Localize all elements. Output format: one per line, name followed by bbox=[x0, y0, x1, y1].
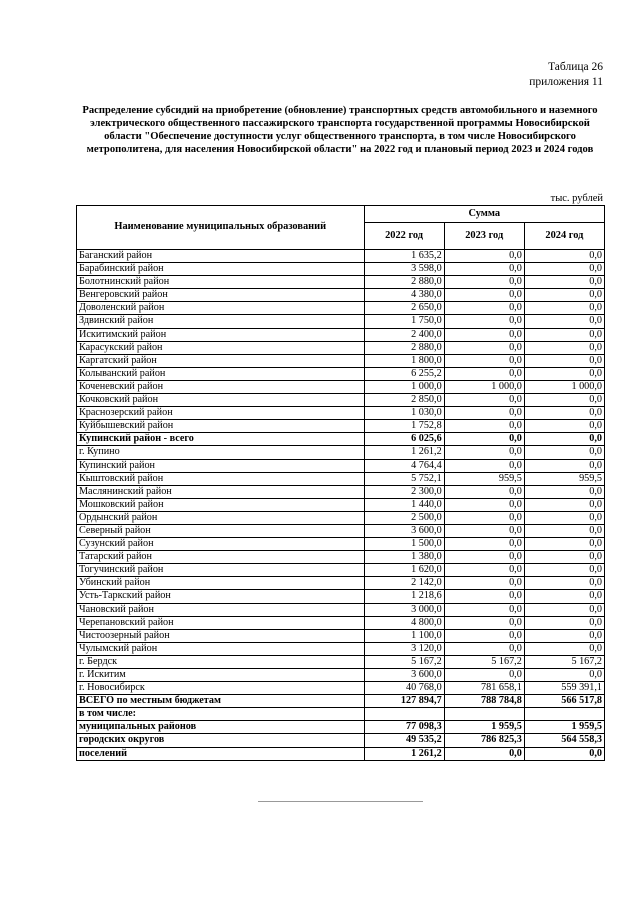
municipality-name: Купинский район - всего bbox=[77, 433, 365, 446]
amount-2024: 0,0 bbox=[524, 459, 604, 472]
amount-2022: 2 650,0 bbox=[364, 302, 444, 315]
amount-2024: 0,0 bbox=[524, 538, 604, 551]
amount-2023 bbox=[444, 708, 524, 721]
amount-2024: 0,0 bbox=[524, 564, 604, 577]
amount-2022: 3 598,0 bbox=[364, 263, 444, 276]
table-row bbox=[77, 708, 605, 721]
amount-2023: 0,0 bbox=[444, 289, 524, 302]
amount-2022: 2 850,0 bbox=[364, 394, 444, 407]
appendix-label: приложения 11 bbox=[529, 76, 603, 88]
amount-2023: 0,0 bbox=[444, 367, 524, 380]
amount-2024: 0,0 bbox=[524, 603, 604, 616]
amount-2023: 781 658,1 bbox=[444, 682, 524, 695]
amount-2023: 0,0 bbox=[444, 564, 524, 577]
amount-2022: 4 764,4 bbox=[364, 459, 444, 472]
amount-2024: 0,0 bbox=[524, 341, 604, 354]
table-row bbox=[77, 276, 605, 289]
table-row bbox=[77, 511, 605, 524]
amount-2022: 5 167,2 bbox=[364, 655, 444, 668]
table-row bbox=[77, 538, 605, 551]
municipality-name: Доволенский район bbox=[77, 302, 365, 315]
municipality-name: Чулымский район bbox=[77, 642, 365, 655]
municipality-name: Баганский район bbox=[77, 250, 365, 263]
amount-2022: 1 000,0 bbox=[364, 380, 444, 393]
amount-2023: 0,0 bbox=[444, 590, 524, 603]
amount-2024: 0,0 bbox=[524, 407, 604, 420]
col-header-2022: 2022 год bbox=[364, 223, 444, 250]
table-row bbox=[77, 263, 605, 276]
amount-2023: 0,0 bbox=[444, 341, 524, 354]
units-label: тыс. рублей bbox=[550, 193, 603, 204]
amount-2024: 0,0 bbox=[524, 669, 604, 682]
amount-2022: 1 620,0 bbox=[364, 564, 444, 577]
amount-2024: 0,0 bbox=[524, 420, 604, 433]
amount-2023: 0,0 bbox=[444, 603, 524, 616]
table-row bbox=[77, 747, 605, 760]
amount-2023: 959,5 bbox=[444, 472, 524, 485]
amount-2023: 0,0 bbox=[444, 524, 524, 537]
amount-2022: 6 255,2 bbox=[364, 367, 444, 380]
amount-2022: 3 000,0 bbox=[364, 603, 444, 616]
amount-2023: 0,0 bbox=[444, 485, 524, 498]
amount-2023: 1 959,5 bbox=[444, 721, 524, 734]
amount-2022: 1 800,0 bbox=[364, 354, 444, 367]
amount-2023: 0,0 bbox=[444, 394, 524, 407]
table-row bbox=[77, 564, 605, 577]
amount-2022 bbox=[364, 708, 444, 721]
amount-2023: 0,0 bbox=[444, 433, 524, 446]
amount-2024: 0,0 bbox=[524, 590, 604, 603]
amount-2023: 0,0 bbox=[444, 616, 524, 629]
table-row bbox=[77, 472, 605, 485]
municipality-name: Купинский район bbox=[77, 459, 365, 472]
amount-2024 bbox=[524, 708, 604, 721]
amount-2022: 2 400,0 bbox=[364, 328, 444, 341]
table-row bbox=[77, 629, 605, 642]
municipality-name: Чановский район bbox=[77, 603, 365, 616]
amount-2022: 2 500,0 bbox=[364, 511, 444, 524]
amount-2022: 3 600,0 bbox=[364, 669, 444, 682]
amount-2022: 1 635,2 bbox=[364, 250, 444, 263]
amount-2023: 0,0 bbox=[444, 354, 524, 367]
municipality-name: Колыванский район bbox=[77, 367, 365, 380]
amount-2022: 5 752,1 bbox=[364, 472, 444, 485]
amount-2022: 4 380,0 bbox=[364, 289, 444, 302]
table-row bbox=[77, 394, 605, 407]
col-header-sum: Сумма bbox=[364, 206, 604, 223]
amount-2022: 2 300,0 bbox=[364, 485, 444, 498]
municipality-name: Татарский район bbox=[77, 551, 365, 564]
amount-2024: 1 000,0 bbox=[524, 380, 604, 393]
amount-2023: 786 825,3 bbox=[444, 734, 524, 747]
amount-2023: 0,0 bbox=[444, 747, 524, 760]
municipality-name: г. Бердск bbox=[77, 655, 365, 668]
municipality-name: Черепановский район bbox=[77, 616, 365, 629]
municipality-name: Искитимский район bbox=[77, 328, 365, 341]
table-row bbox=[77, 642, 605, 655]
amount-2024: 566 517,8 bbox=[524, 695, 604, 708]
table-row bbox=[77, 302, 605, 315]
municipality-name: Краснозерский район bbox=[77, 407, 365, 420]
amount-2023: 0,0 bbox=[444, 498, 524, 511]
table-row bbox=[77, 250, 605, 263]
amount-2023: 0,0 bbox=[444, 446, 524, 459]
amount-2024: 0,0 bbox=[524, 498, 604, 511]
municipality-name: городских округов bbox=[77, 734, 365, 747]
table-row bbox=[77, 446, 605, 459]
municipality-name: Каргатский район bbox=[77, 354, 365, 367]
amount-2022: 6 025,6 bbox=[364, 433, 444, 446]
amount-2023: 0,0 bbox=[444, 511, 524, 524]
municipality-name: муниципальных районов bbox=[77, 721, 365, 734]
amount-2024: 0,0 bbox=[524, 433, 604, 446]
amount-2022: 40 768,0 bbox=[364, 682, 444, 695]
table-row bbox=[77, 682, 605, 695]
table-row bbox=[77, 420, 605, 433]
table-row bbox=[77, 695, 605, 708]
amount-2023: 0,0 bbox=[444, 250, 524, 263]
municipality-name: г. Искитим bbox=[77, 669, 365, 682]
table-row bbox=[77, 603, 605, 616]
amount-2023: 0,0 bbox=[444, 538, 524, 551]
amount-2024: 0,0 bbox=[524, 511, 604, 524]
amount-2024: 0,0 bbox=[524, 289, 604, 302]
table-row bbox=[77, 721, 605, 734]
amount-2024: 0,0 bbox=[524, 263, 604, 276]
table-row bbox=[77, 354, 605, 367]
col-header-municipality: Наименование муниципальных образований bbox=[77, 206, 365, 250]
municipality-name: Болотнинский район bbox=[77, 276, 365, 289]
amount-2022: 2 880,0 bbox=[364, 276, 444, 289]
table-row bbox=[77, 655, 605, 668]
document-title: Распределение субсидий на приобретение (обновление) транспортных средств автомобильного и наземного электрического общественного пассажирского транспорта государственной программы Новосибирской области "Обеспечение доступности услуг общественного транспорта, в том числе Новосибирского метрополитена, для населения Новосибирской области" на 2022 год и плановый период 2023 и 2024 годов bbox=[82, 105, 598, 155]
municipality-name: поселений bbox=[77, 747, 365, 760]
municipality-name: Куйбышевский район bbox=[77, 420, 365, 433]
amount-2022: 1 380,0 bbox=[364, 551, 444, 564]
municipality-name: Барабинский район bbox=[77, 263, 365, 276]
amount-2023: 0,0 bbox=[444, 263, 524, 276]
municipality-name: Маслянинский район bbox=[77, 485, 365, 498]
amount-2022: 1 440,0 bbox=[364, 498, 444, 511]
amount-2024: 0,0 bbox=[524, 315, 604, 328]
municipality-name: Здвинский район bbox=[77, 315, 365, 328]
amount-2024: 0,0 bbox=[524, 577, 604, 590]
municipality-name: Кыштовский район bbox=[77, 472, 365, 485]
amount-2023: 0,0 bbox=[444, 302, 524, 315]
table-row bbox=[77, 577, 605, 590]
amount-2024: 0,0 bbox=[524, 354, 604, 367]
table-row bbox=[77, 524, 605, 537]
amount-2023: 0,0 bbox=[444, 459, 524, 472]
municipality-name: Мошковский район bbox=[77, 498, 365, 511]
amount-2024: 0,0 bbox=[524, 446, 604, 459]
amount-2024: 0,0 bbox=[524, 302, 604, 315]
table-row bbox=[77, 590, 605, 603]
amount-2024: 0,0 bbox=[524, 551, 604, 564]
amount-2022: 3 120,0 bbox=[364, 642, 444, 655]
amount-2023: 788 784,8 bbox=[444, 695, 524, 708]
subsidy-table bbox=[76, 205, 605, 761]
table-row bbox=[77, 407, 605, 420]
amount-2023: 0,0 bbox=[444, 577, 524, 590]
amount-2022: 1 500,0 bbox=[364, 538, 444, 551]
amount-2022: 2 880,0 bbox=[364, 341, 444, 354]
amount-2022: 4 800,0 bbox=[364, 616, 444, 629]
amount-2024: 0,0 bbox=[524, 328, 604, 341]
amount-2023: 0,0 bbox=[444, 276, 524, 289]
municipality-name: Усть-Таркский район bbox=[77, 590, 365, 603]
amount-2023: 0,0 bbox=[444, 328, 524, 341]
table-number: Таблица 26 bbox=[548, 61, 603, 73]
amount-2024: 0,0 bbox=[524, 524, 604, 537]
table-row bbox=[77, 341, 605, 354]
table-row bbox=[77, 380, 605, 393]
table-row bbox=[77, 328, 605, 341]
footer-divider bbox=[258, 801, 423, 802]
amount-2024: 5 167,2 bbox=[524, 655, 604, 668]
amount-2023: 0,0 bbox=[444, 669, 524, 682]
amount-2023: 0,0 bbox=[444, 551, 524, 564]
amount-2024: 959,5 bbox=[524, 472, 604, 485]
table-row bbox=[77, 734, 605, 747]
amount-2024: 0,0 bbox=[524, 394, 604, 407]
table-row bbox=[77, 498, 605, 511]
municipality-name: Карасукский район bbox=[77, 341, 365, 354]
municipality-name: Ордынский район bbox=[77, 511, 365, 524]
table-row bbox=[77, 433, 605, 446]
amount-2022: 1 218,6 bbox=[364, 590, 444, 603]
amount-2024: 0,0 bbox=[524, 485, 604, 498]
table-row bbox=[77, 289, 605, 302]
amount-2023: 0,0 bbox=[444, 420, 524, 433]
amount-2023: 5 167,2 bbox=[444, 655, 524, 668]
table-row bbox=[77, 367, 605, 380]
amount-2023: 0,0 bbox=[444, 629, 524, 642]
amount-2022: 1 030,0 bbox=[364, 407, 444, 420]
municipality-name: Кочковский район bbox=[77, 394, 365, 407]
amount-2024: 0,0 bbox=[524, 250, 604, 263]
table-body bbox=[77, 250, 605, 761]
municipality-name: Сузунский район bbox=[77, 538, 365, 551]
table-row bbox=[77, 459, 605, 472]
municipality-name: Убинский район bbox=[77, 577, 365, 590]
amount-2022: 1 261,2 bbox=[364, 747, 444, 760]
amount-2023: 0,0 bbox=[444, 407, 524, 420]
municipality-name: ВСЕГО по местным бюджетам bbox=[77, 695, 365, 708]
municipality-name: Чистоозерный район bbox=[77, 629, 365, 642]
col-header-2023: 2023 год bbox=[444, 223, 524, 250]
table-row bbox=[77, 551, 605, 564]
table-row bbox=[77, 669, 605, 682]
municipality-name: Коченевский район bbox=[77, 380, 365, 393]
amount-2023: 1 000,0 bbox=[444, 380, 524, 393]
municipality-name: в том числе: bbox=[77, 708, 365, 721]
amount-2024: 0,0 bbox=[524, 629, 604, 642]
amount-2024: 0,0 bbox=[524, 642, 604, 655]
amount-2022: 77 098,3 bbox=[364, 721, 444, 734]
municipality-name: Венгеровский район bbox=[77, 289, 365, 302]
amount-2024: 0,0 bbox=[524, 616, 604, 629]
amount-2022: 1 100,0 bbox=[364, 629, 444, 642]
table-row bbox=[77, 616, 605, 629]
amount-2024: 0,0 bbox=[524, 276, 604, 289]
amount-2023: 0,0 bbox=[444, 642, 524, 655]
amount-2022: 1 752,8 bbox=[364, 420, 444, 433]
municipality-name: Тогучинский район bbox=[77, 564, 365, 577]
table-row bbox=[77, 315, 605, 328]
amount-2022: 3 600,0 bbox=[364, 524, 444, 537]
table-row bbox=[77, 485, 605, 498]
amount-2022: 1 261,2 bbox=[364, 446, 444, 459]
col-header-2024: 2024 год bbox=[524, 223, 604, 250]
municipality-name: г. Купино bbox=[77, 446, 365, 459]
amount-2024: 564 558,3 bbox=[524, 734, 604, 747]
amount-2022: 127 894,7 bbox=[364, 695, 444, 708]
municipality-name: Северный район bbox=[77, 524, 365, 537]
amount-2022: 1 750,0 bbox=[364, 315, 444, 328]
amount-2022: 49 535,2 bbox=[364, 734, 444, 747]
municipality-name: г. Новосибирск bbox=[77, 682, 365, 695]
amount-2024: 0,0 bbox=[524, 747, 604, 760]
amount-2023: 0,0 bbox=[444, 315, 524, 328]
amount-2024: 1 959,5 bbox=[524, 721, 604, 734]
amount-2024: 0,0 bbox=[524, 367, 604, 380]
amount-2022: 2 142,0 bbox=[364, 577, 444, 590]
amount-2024: 559 391,1 bbox=[524, 682, 604, 695]
